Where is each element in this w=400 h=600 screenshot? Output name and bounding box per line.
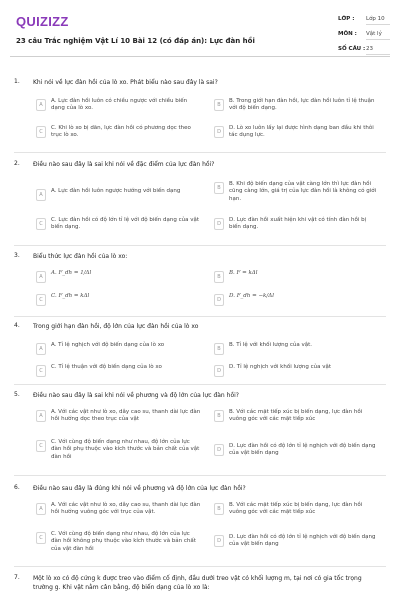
- option-text: A. Lực đàn hồi luôn có chiều ngược với chiều biến dạng của lò xo.: [51, 98, 188, 112]
- question-text: Một lò xo có độ cứng k được treo vào điểm cố định, đầu dưới treo vật có khối lượng m, tại nơi có gia tốc trọng trường g. Khi vật nằm cân bằng, độ biến dạng của lò xo là:: [33, 575, 362, 591]
- option-a[interactable]: [36, 409, 201, 427]
- option-text: A. Với các vật như lò xo, dây cao su, thanh dài lực đàn hồi hướng vuông góc với trục của vật.: [51, 502, 201, 516]
- question-number: 4.: [14, 322, 20, 329]
- option-letter: B: [214, 271, 224, 283]
- header-divider: [10, 56, 390, 57]
- formula-text: D. F_dh = −k/Δl: [229, 293, 274, 299]
- option-text: A. Lực đàn hồi luôn ngược hướng với biến dạng: [51, 188, 181, 194]
- option-text: C. Với cùng độ biến dạng như nhau, độ lớn của lực đàn hồi không phụ thuộc vào kích thước và bản chất của vật đàn hồi: [51, 531, 196, 552]
- formula-text: B. F = kΔl: [229, 270, 258, 276]
- formula-text: A. F_dh = 1/Δl: [51, 270, 92, 276]
- option-text: D. Lực đàn hồi có độ lớn tỉ lệ nghịch với độ biến dạng của vật biến dạng: [229, 443, 376, 457]
- question-number: 5.: [14, 391, 20, 398]
- option-letter: A: [36, 343, 46, 355]
- question-text: Khi nói về lực đàn hồi của lò xo. Phát biểu nào sau đây là sai?: [33, 79, 218, 86]
- option-text: B. Với các mặt tiếp xúc bị biến dạng, lực đàn hồi vuông góc với các mặt tiếp xúc: [229, 409, 363, 423]
- option-c[interactable]: [36, 364, 201, 382]
- option-b[interactable]: [214, 409, 379, 427]
- field-underline: [366, 24, 390, 25]
- option-text: B. Trong giới hạn đàn hồi, lực đàn hồi luôn tỉ lệ thuận với độ biến dạng.: [229, 98, 375, 112]
- option-text: B. Khi độ biến dạng của vật càng lớn thì lực đàn hồi cũng càng lớn, giá trị của lực đàn hồi là không có giới hạn.: [229, 181, 377, 202]
- question-divider: [14, 316, 386, 317]
- question-divider: [14, 566, 386, 567]
- option-c[interactable]: [36, 531, 201, 552]
- question-number: 3.: [14, 252, 20, 259]
- option-letter: C: [36, 218, 46, 230]
- option-text: D. Lực đàn hồi xuất hiện khi vật có tính đàn hồi bị biến dạng.: [229, 217, 367, 231]
- option-letter: C: [36, 440, 46, 452]
- option-d[interactable]: [214, 364, 379, 382]
- question-text: Điều nào sau đây là đúng khi nói về phương và độ lớn của lực đàn hồi?: [33, 485, 246, 492]
- question-number: 6.: [14, 484, 20, 491]
- option-d[interactable]: [214, 443, 379, 461]
- option-text: D. Tỉ lệ nghịch với khối lượng của vật: [229, 364, 331, 370]
- option-a[interactable]: [36, 98, 201, 116]
- option-d[interactable]: [214, 217, 379, 235]
- option-letter: B: [214, 99, 224, 111]
- field-underline: [366, 39, 390, 40]
- question-divider: [14, 384, 386, 385]
- option-text: A. Với các vật như lò xo, dây cao su, thanh dài lực đàn hồi hướng dọc theo trục của vật: [51, 409, 201, 423]
- formula-text: C. F_dh = kΔl: [51, 293, 90, 299]
- option-letter: C: [36, 532, 46, 544]
- option-text: D. Lực đàn hồi có độ lớn tỉ lệ nghịch với độ biến dạng của vật biến dạng: [229, 534, 376, 548]
- option-text: C. Với cùng độ biến dạng như nhau, độ lớn của lực đàn hồi phụ thuộc vào kích thước và bản chất của vật đàn hồi: [51, 439, 200, 460]
- option-d[interactable]: [214, 534, 379, 552]
- option-b[interactable]: [214, 98, 379, 116]
- question-divider: [14, 475, 386, 476]
- count-label: SỐ CÂU :: [338, 46, 366, 52]
- count-value: 23: [366, 46, 373, 52]
- option-a[interactable]: [36, 270, 201, 288]
- option-letter: A: [36, 503, 46, 515]
- option-letter: B: [214, 503, 224, 515]
- question-divider: [14, 245, 386, 246]
- option-letter: A: [36, 410, 46, 422]
- option-text: A. Tỉ lệ nghịch với độ biến dạng của lò xo: [51, 342, 165, 348]
- option-letter: D: [214, 294, 224, 306]
- option-letter: D: [214, 535, 224, 547]
- option-c[interactable]: [36, 293, 201, 311]
- question-number: 7.: [14, 574, 20, 581]
- option-text: B. Tỉ lệ với khối lượng của vật.: [229, 342, 313, 348]
- option-c[interactable]: [36, 217, 201, 235]
- question-text: Biểu thức lực đàn hồi của lò xo:: [33, 253, 128, 260]
- option-c[interactable]: [36, 125, 201, 143]
- option-letter: D: [214, 126, 224, 138]
- option-text: C. Lực đàn hồi có độ lớn tỉ lệ với độ biến dạng của vật biến dạng.: [51, 217, 199, 231]
- option-letter: A: [36, 99, 46, 111]
- option-letter: B: [214, 182, 224, 194]
- option-d[interactable]: [214, 293, 379, 311]
- option-letter: D: [214, 365, 224, 377]
- worksheet-header: [10, 10, 390, 68]
- question-number: 2.: [14, 160, 20, 167]
- question-text: Điều nào sau đây là sai khi nói về đặc điểm của lực đàn hồi?: [33, 161, 215, 168]
- question-text: Trong giới hạn đàn hồi, độ lớn của lực đàn hồi của lò xo: [33, 323, 199, 330]
- option-letter: A: [36, 189, 46, 201]
- field-underline: [366, 54, 390, 55]
- class-label: LỚP :: [338, 16, 355, 22]
- option-letter: C: [36, 126, 46, 138]
- option-text: D. Lò xo luôn lấy lại được hình dạng ban đầu khi thôi tác dụng lực.: [229, 125, 374, 139]
- option-b[interactable]: [214, 342, 379, 360]
- option-c[interactable]: [36, 439, 201, 460]
- option-letter: D: [214, 444, 224, 456]
- option-letter: D: [214, 218, 224, 230]
- option-text: B. Với các mặt tiếp xúc bị biến dạng, lực đàn hồi vuông góc với các mặt tiếp xúc: [229, 502, 363, 516]
- option-text: C. Tỉ lệ thuận với độ biến dạng của lò xo: [51, 364, 162, 370]
- option-a[interactable]: [36, 342, 201, 360]
- option-b[interactable]: [214, 502, 379, 520]
- question-divider: [14, 152, 386, 153]
- question-text: Điều nào sau đây là sai khi nói về phương và độ lớn của lực đàn hồi?: [33, 392, 239, 399]
- option-b[interactable]: [214, 270, 379, 288]
- option-a[interactable]: [36, 502, 201, 520]
- option-text: C. Khi lò xo bị dãn, lực đàn hồi có phương dọc theo trục lò xo.: [51, 125, 191, 139]
- subject-label: MÔN :: [338, 31, 357, 37]
- question-number: 1.: [14, 78, 20, 85]
- subject-value: Vật lý: [366, 31, 382, 37]
- option-a[interactable]: [36, 188, 201, 206]
- page-title: 23 câu Trắc nghiệm Vật Lí 10 Bài 12 (có đáp án): Lực đàn hồi: [16, 37, 255, 45]
- option-letter: C: [36, 294, 46, 306]
- class-value: Lớp 10: [366, 16, 385, 22]
- option-letter: A: [36, 271, 46, 283]
- option-letter: B: [214, 410, 224, 422]
- option-d[interactable]: [214, 125, 379, 143]
- quizizz-logo: QUIZIZZ: [16, 14, 69, 29]
- option-letter: C: [36, 365, 46, 377]
- option-b[interactable]: [214, 181, 379, 202]
- option-letter: B: [214, 343, 224, 355]
